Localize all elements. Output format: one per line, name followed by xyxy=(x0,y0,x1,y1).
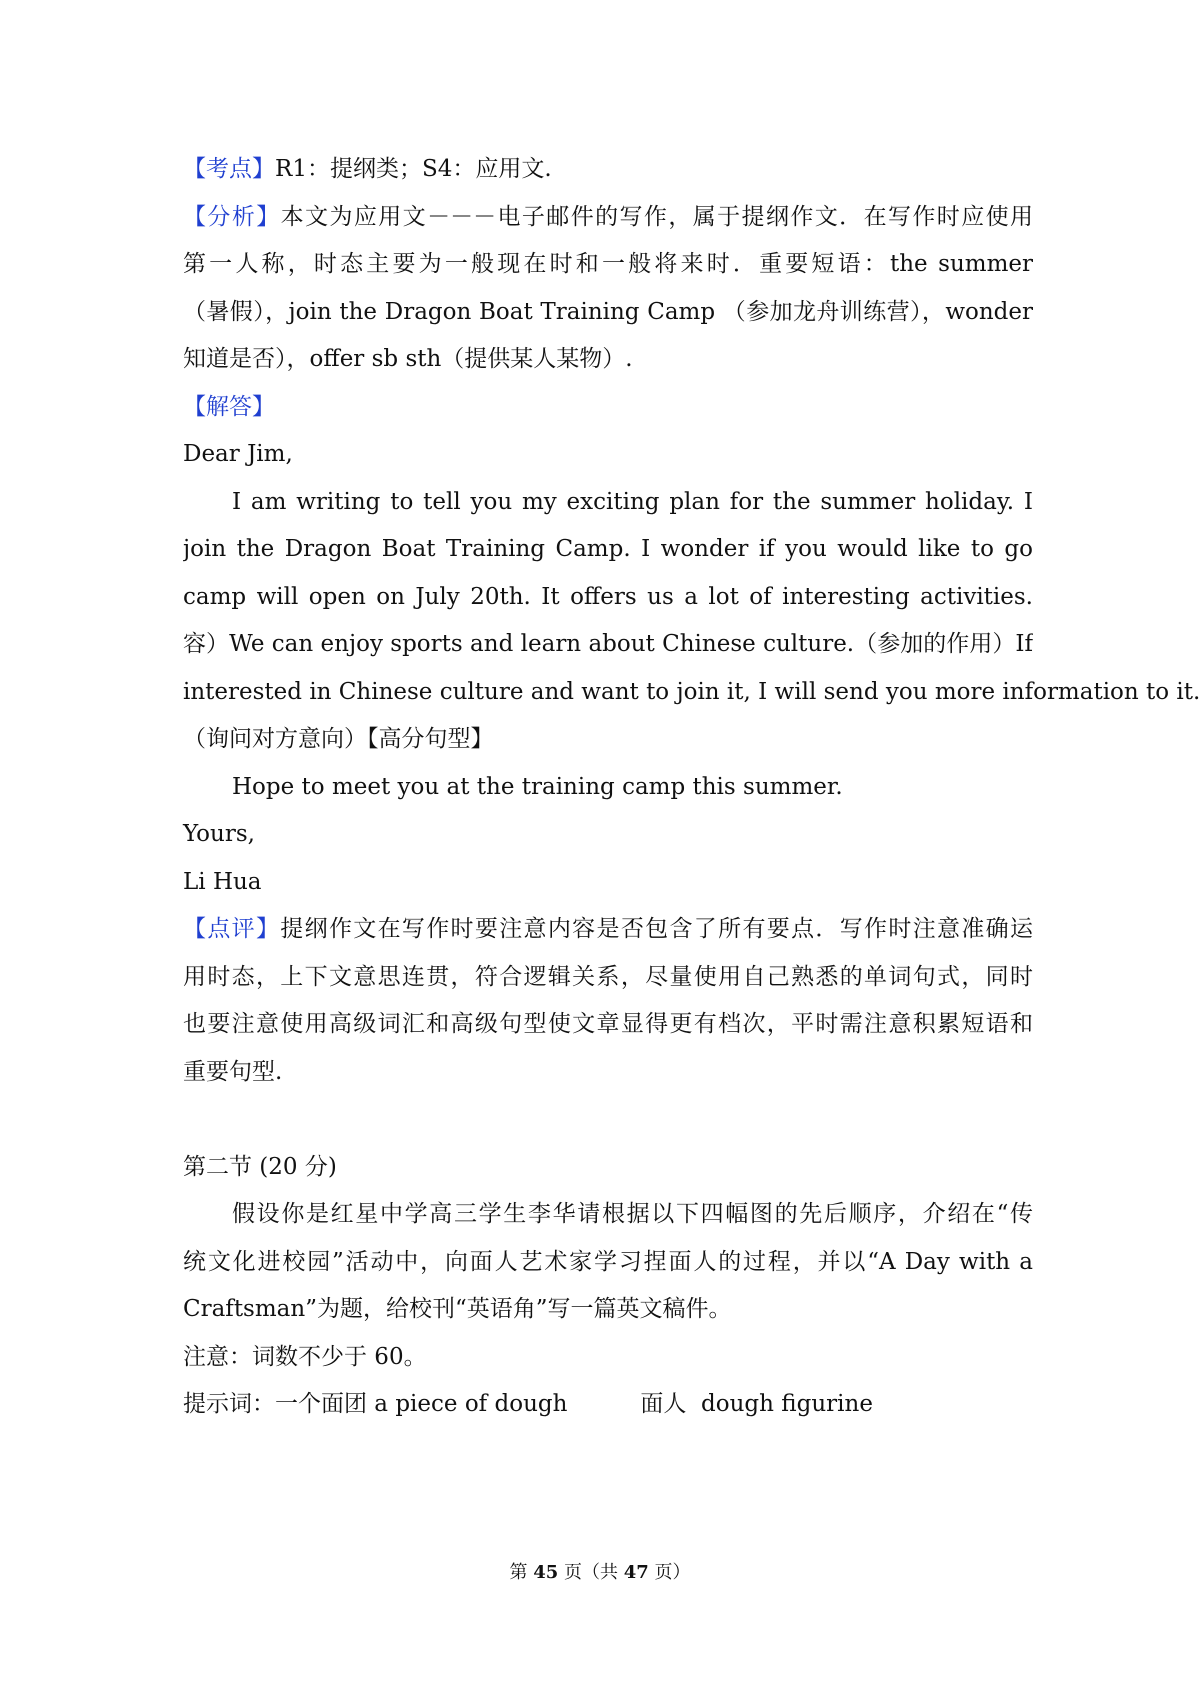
fenxi-line-4: 知道是否），offer sb sth（提供某人某物）. xyxy=(183,346,633,372)
section-two-prompt-line-1: 假设你是红星中学高三学生李华请根据以下四幅图的先后顺序，介绍在“传 xyxy=(232,1201,1033,1227)
section-two-prompt-line-2: 统文化进校园”活动中，向面人艺术家学习捏面人的过程，并以“A Day with a xyxy=(183,1248,1033,1275)
jieda-line xyxy=(183,384,1033,432)
page-content xyxy=(183,146,1200,1429)
footer-suffix: 页） xyxy=(648,1562,691,1583)
dianping-line-3: 也要注意使用高级词汇和高级句型使文章显得更有档次，平时需注意积累短语和 xyxy=(183,1011,1033,1037)
section-gap xyxy=(183,1096,1033,1144)
letter-closing-line: Hope to meet you at the training camp this summer. xyxy=(232,773,843,800)
letter-name: Li Hua xyxy=(183,868,262,895)
fenxi-text-1: 本文为应用文－－－电子邮件的写作，属于提纲作文．在写作时应使用 xyxy=(280,203,1033,230)
letter-body-line-2: join the Dragon Boat Training Camp. I wonder if you would like to go xyxy=(183,536,1033,562)
dianping-line-4: 重要句型. xyxy=(183,1058,283,1085)
letter-body-line-1: I am writing to tell you my exciting plan for the summer holiday. I xyxy=(232,488,1033,515)
section-two-prompt-line-3: Craftsman”为题，给校刊“英语角”写一篇英文稿件。 xyxy=(183,1296,732,1322)
fenxi-line-3: （暑假），join the Dragon Boat Training Camp （参加龙舟训练营），wonder xyxy=(183,298,1033,325)
dianping-line-1 xyxy=(183,906,1033,954)
footer-middle: 页（共 xyxy=(558,1562,624,1583)
letter-body-line-5: interested in Chinese culture and want to join it, I will send you more information to it. xyxy=(183,678,1200,705)
section-two-hints xyxy=(183,1381,1033,1429)
dianping-text-1: 提纲作文在写作时要注意内容是否包含了所有要点．写作时注意准确运 xyxy=(280,916,1033,942)
letter-greeting: Dear Jim, xyxy=(183,441,293,467)
fenxi-line-1 xyxy=(183,194,1033,242)
letter-body-line-3: camp will open on July 20th. It offers us a lot of interesting activities. xyxy=(183,583,1033,610)
letter-body-line-6: （询问对方意向）【高分句型】 xyxy=(183,726,494,752)
kaodian-text: R1：提纲类；S4：应用文. xyxy=(275,156,552,182)
section-two-note: 注意：词数不少于 60。 xyxy=(183,1343,427,1370)
page-footer xyxy=(0,1558,1200,1584)
footer-total-pages: 47 xyxy=(623,1562,649,1583)
hint-label: 提示词： xyxy=(183,1391,275,1417)
kaodian-tag: 【考点】 xyxy=(183,156,275,182)
jieda-tag: 【解答】 xyxy=(183,393,275,420)
section-two-heading: 第二节 (20 分) xyxy=(183,1153,337,1180)
fenxi-tag: 【分析】 xyxy=(183,203,281,230)
letter-body-line-4: 容）We can enjoy sports and learn about Chinese culture.（参加的作用）If xyxy=(183,631,1033,657)
footer-page-number: 45 xyxy=(533,1562,559,1583)
hint-two: 面人 dough figurine xyxy=(640,1391,873,1417)
letter-signoff: Yours, xyxy=(183,821,255,847)
kaodian-line xyxy=(183,146,1033,194)
hint-one: 一个面团 a piece of dough xyxy=(275,1391,568,1417)
dianping-line-2: 用时态，上下文意思连贯，符合逻辑关系，尽量使用自己熟悉的单词句式，同时 xyxy=(183,963,1033,990)
fenxi-line-2: 第一人称，时态主要为一般现在时和一般将来时．重要短语：the summer xyxy=(183,251,1033,277)
dianping-tag: 【点评】 xyxy=(183,916,281,942)
footer-prefix: 第 xyxy=(509,1562,534,1583)
